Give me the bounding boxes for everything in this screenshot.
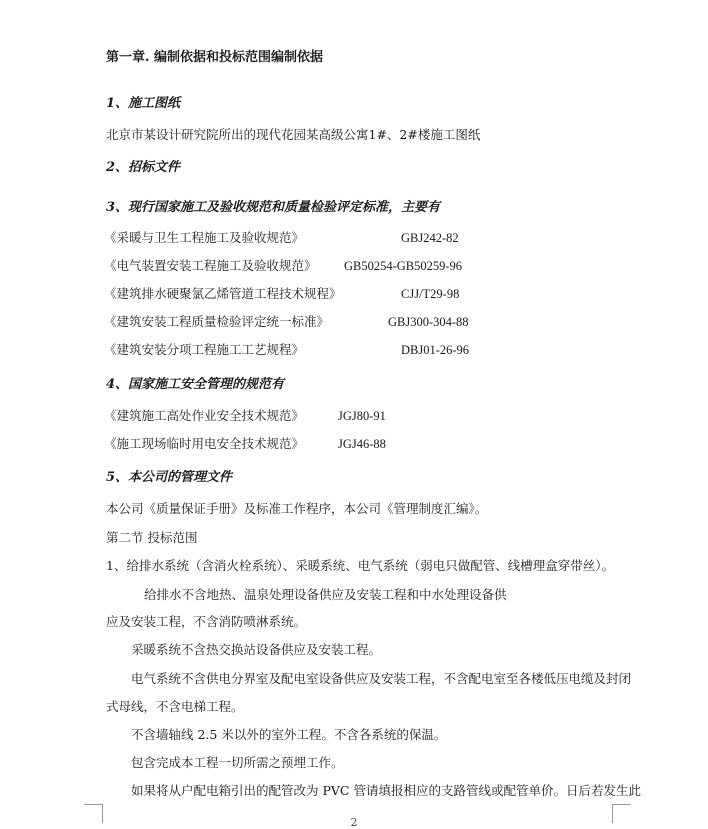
section-two-title: 第二节 投标范围	[106, 530, 198, 545]
standard-code: GBJ300-304-88	[388, 315, 469, 329]
scope-line: 不含墙轴线 2.5 米以外的室外工程。不含各系统的保温。	[131, 727, 447, 742]
safety-standard-name: 《建筑施工高处作业安全技术规范》	[104, 408, 305, 423]
scope-line: 如果将从户配电箱引出的配管改为 PVC 管请填报相应的支路管线或配管单价。日后若发生此	[131, 783, 641, 798]
section4-heading: 4、国家施工安全管理的规范有	[106, 377, 285, 392]
standard-code: GB50254-GB50259-96	[344, 259, 463, 273]
scope-line: 1、给排水系统（含消火栓系统）、采暖系统、电气系统（弱电只做配管、线槽理盒穿带丝）。	[106, 558, 614, 573]
safety-standard-code: JGJ46-88	[338, 437, 386, 451]
section1-text: 北京市某设计研究院所出的现代花园某高级公寓1#、2#楼施工图纸	[106, 127, 481, 142]
standard-name: 《建筑排水硬聚氯乙烯管道工程技术规程》	[104, 286, 342, 301]
standard-name: 《采暖与卫生工程施工及验收规范》	[104, 230, 305, 245]
standard-code: DBJ01-26-96	[401, 343, 470, 357]
section3-heading: 3、现行国家施工及验收规范和质量检验评定标准，主要有	[106, 200, 441, 215]
scope-line: 应及安装工程，不含消防喷淋系统。	[106, 614, 307, 629]
standard-name: 《建筑安装分项工程施工工艺规程》	[104, 342, 305, 357]
page-number: 2	[350, 816, 358, 829]
chapter-title: 第一章. 编制依据和投标范围编制依据	[106, 50, 324, 65]
safety-standard-code: JGJ80-91	[338, 409, 386, 423]
section5-heading: 5、本公司的管理文件	[106, 470, 233, 485]
section2-heading: 2、招标文件	[106, 160, 181, 175]
section5-text: 本公司《质量保证手册》及标准工作程序，本公司《管理制度汇编》。	[106, 501, 488, 516]
standard-code: GBJ242-82	[401, 231, 459, 245]
scope-line: 式母线，不含电梯工程。	[106, 699, 244, 714]
standard-code: CJJ/T29-98	[401, 287, 460, 301]
scope-line: 电气系统不含供电分界室及配电室设备供应及安装工程，不含配电室至各楼低压电缆及封闭	[131, 671, 632, 686]
standard-name: 《建筑安装工程质量检验评定统一标准》	[104, 314, 330, 329]
scope-line: 包含完成本工程一切所需之预埋工作。	[131, 755, 344, 770]
scope-line: 采暖系统不含热交换站设备供应及安装工程。	[131, 642, 382, 657]
standard-name: 《电气装置安装工程施工及验收规范》	[104, 258, 317, 273]
safety-standard-name: 《施工现场临时用电安全技术规范》	[104, 436, 305, 451]
scope-line: 给排水不含地热、温泉处理设备供应及安装工程和中水处理设备供	[144, 587, 507, 602]
section1-heading: 1、施工图纸	[106, 96, 181, 111]
